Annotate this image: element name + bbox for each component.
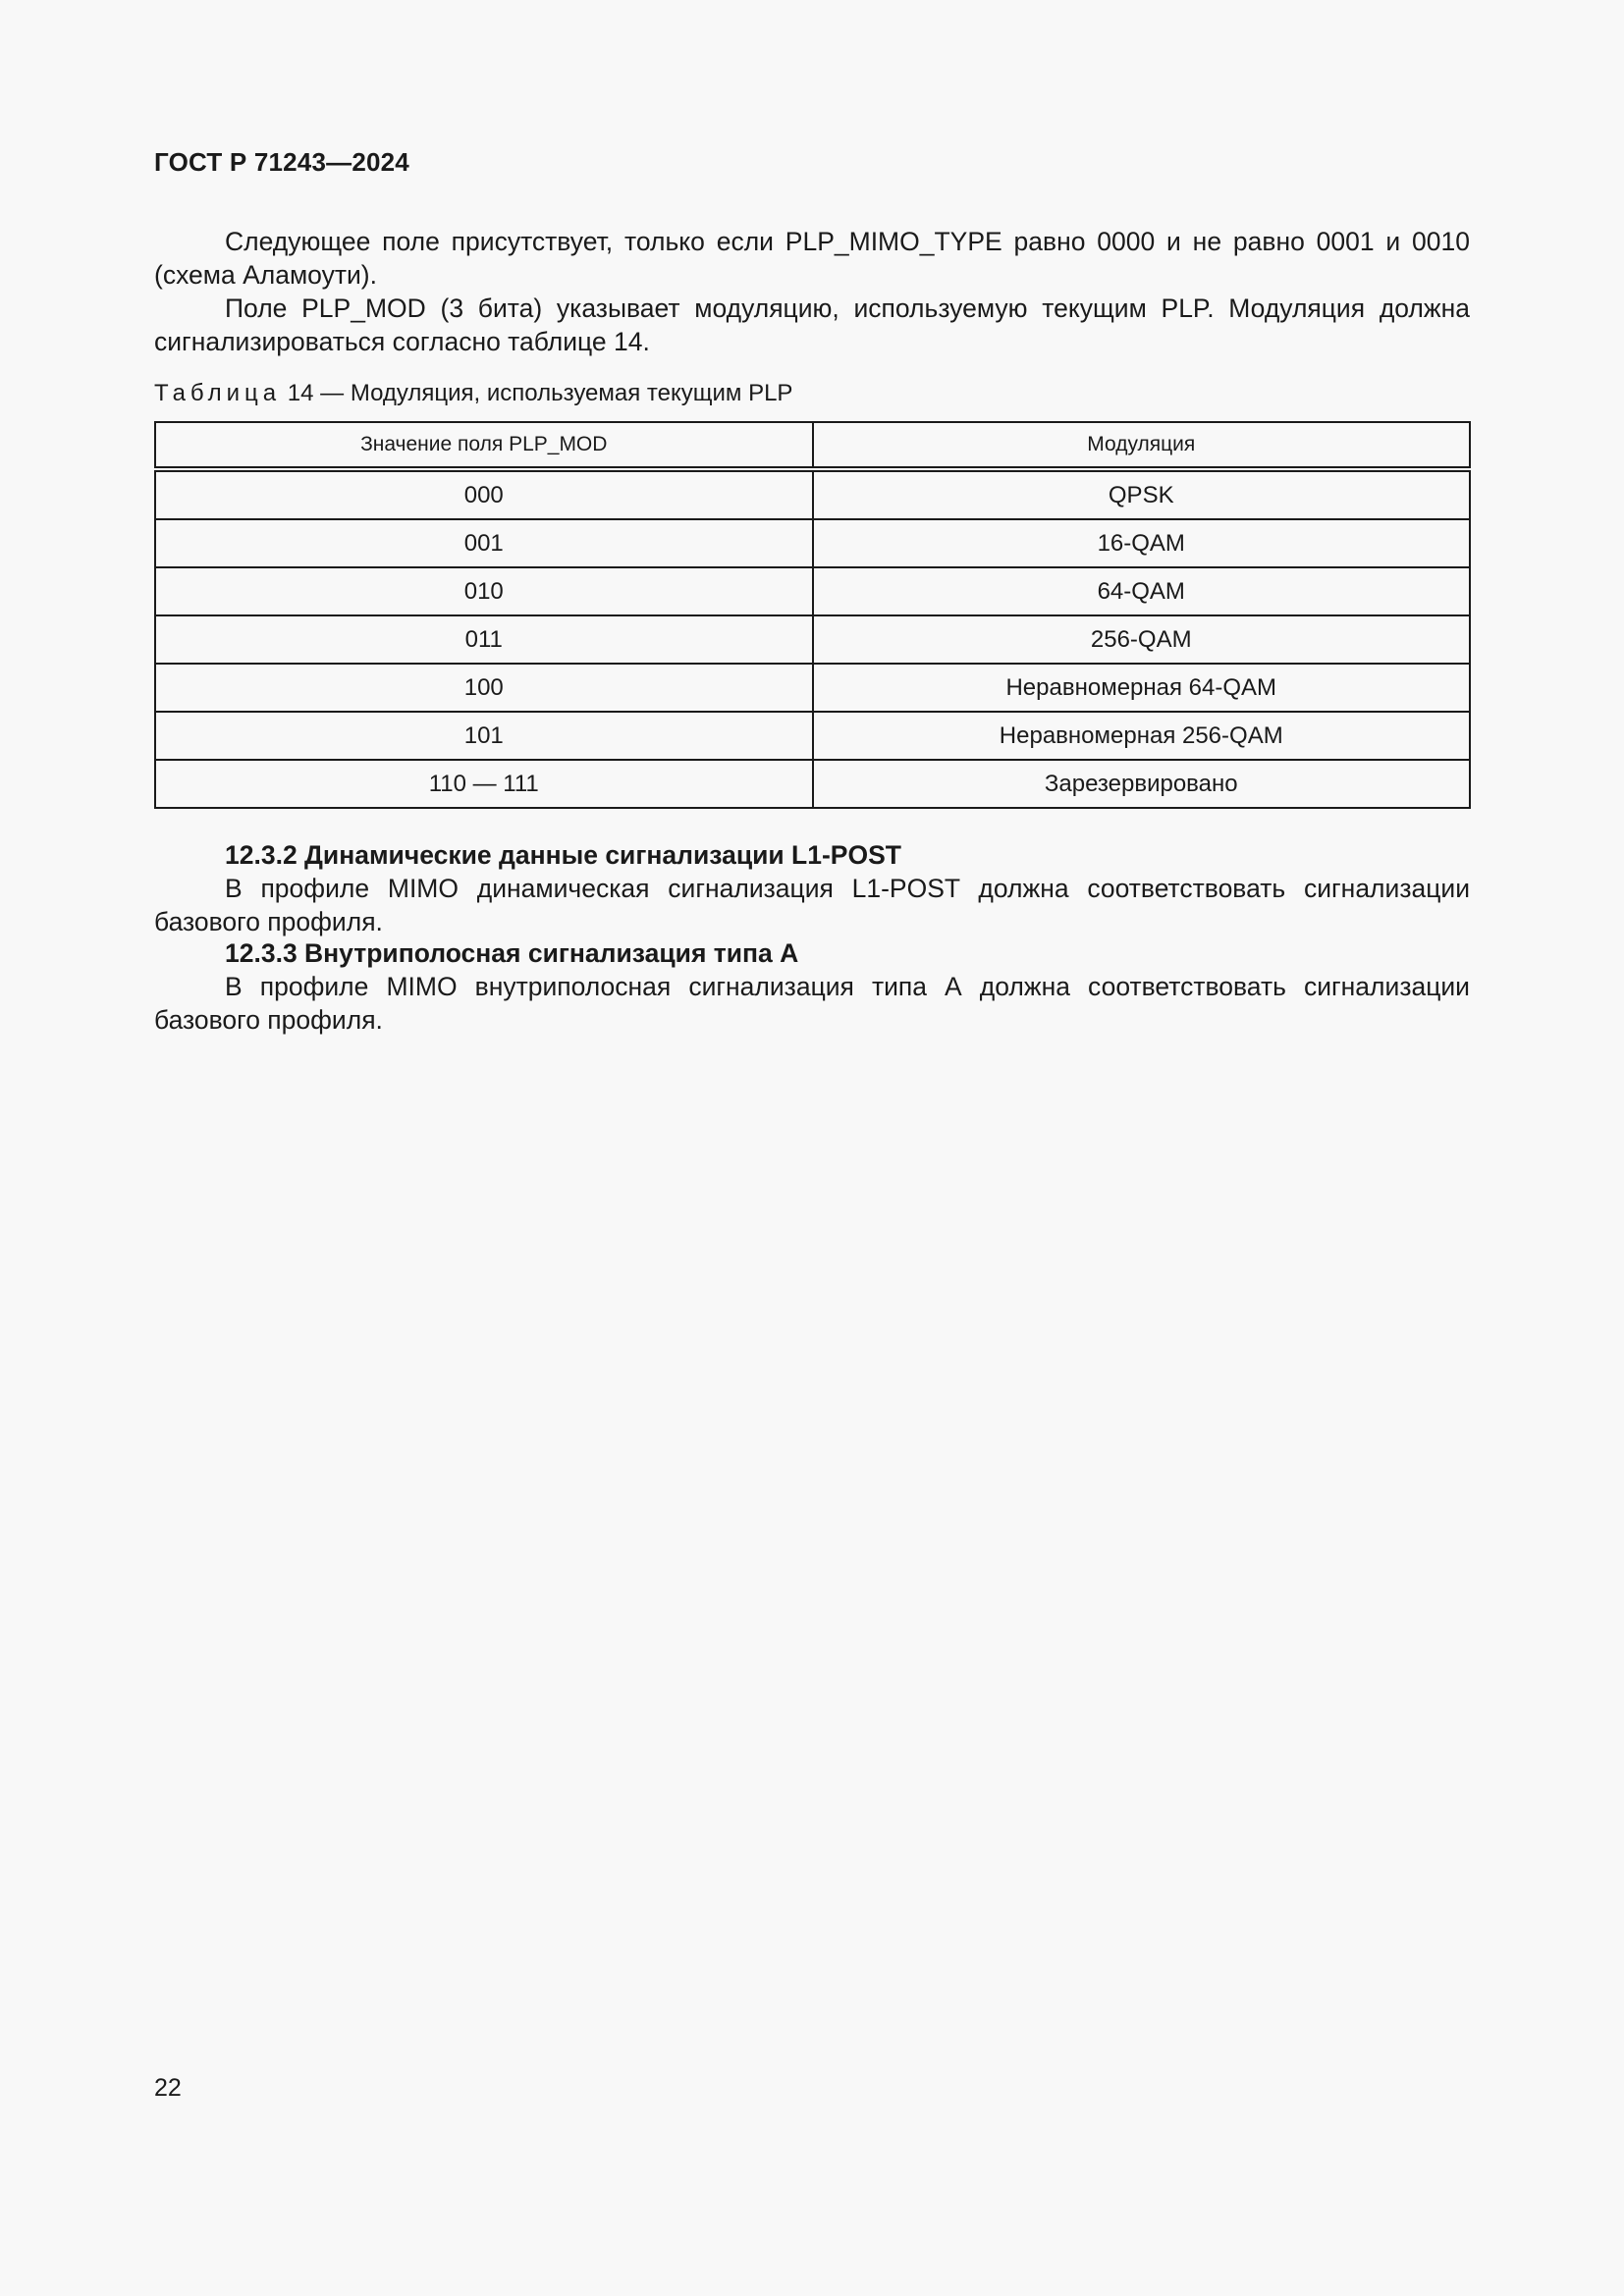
body-paragraph: Поле PLP_MOD (3 бита) указывает модуляцию, используемую текущим PLP. Модуляция должна сигнализироваться согласно таблице 14. [154,294,1470,356]
modulation-cell: 64-QAM [813,567,1471,615]
column-header-modulation: Модуляция [813,422,1471,469]
modulation-cell: QPSK [813,469,1471,519]
plp-mod-value-cell: 110 — 111 [155,760,813,808]
table-row [155,615,1470,664]
plp-mod-value-cell: 000 [155,469,813,519]
section-paragraph-12-3-2: В профиле MIMO динамическая сигнализация L1-POST должна соответствовать сигнализации базового профиля. [154,874,1470,936]
modulation-table [154,421,1471,809]
modulation-cell: Неравномерная 256-QAM [813,712,1471,760]
table-row [155,469,1470,519]
table-row [155,760,1470,808]
table-caption-word: Таблица [154,380,282,406]
table-caption-text: 14 — Модуляция, используемая текущим PLP [287,380,793,406]
plp-mod-value-cell: 011 [155,615,813,664]
document-code: ГОСТ Р 71243—2024 [154,147,409,177]
plp-mod-value-cell: 001 [155,519,813,567]
plp-mod-value-cell: 010 [155,567,813,615]
table-row [155,519,1470,567]
table-row [155,567,1470,615]
modulation-cell: Зарезервировано [813,760,1471,808]
section-heading-12-3-2: 12.3.2 Динамические данные сигнализации L1-POST [225,840,901,870]
section-heading-12-3-3: 12.3.3 Внутриполосная сигнализация типа А [225,938,799,968]
modulation-cell: 16-QAM [813,519,1471,567]
plp-mod-value-cell: 101 [155,712,813,760]
modulation-cell: Неравномерная 64-QAM [813,664,1471,712]
table-row [155,664,1470,712]
column-header-plp-mod: Значение поля PLP_MOD [155,422,813,469]
table-header-row [155,422,1470,469]
plp-mod-value-cell: 100 [155,664,813,712]
section-paragraph-12-3-3: В профиле MIMO внутриполосная сигнализация типа А должна соответствовать сигнализации базового профиля. [154,972,1470,1035]
modulation-cell: 256-QAM [813,615,1471,664]
table-caption [154,379,792,408]
table-row [155,712,1470,760]
body-paragraph: Следующее поле присутствует, только если PLP_MIMO_TYPE равно 0000 и не равно 0001 и 0010 (схема Аламоути). [154,227,1470,290]
page-number: 22 [154,2074,182,2102]
